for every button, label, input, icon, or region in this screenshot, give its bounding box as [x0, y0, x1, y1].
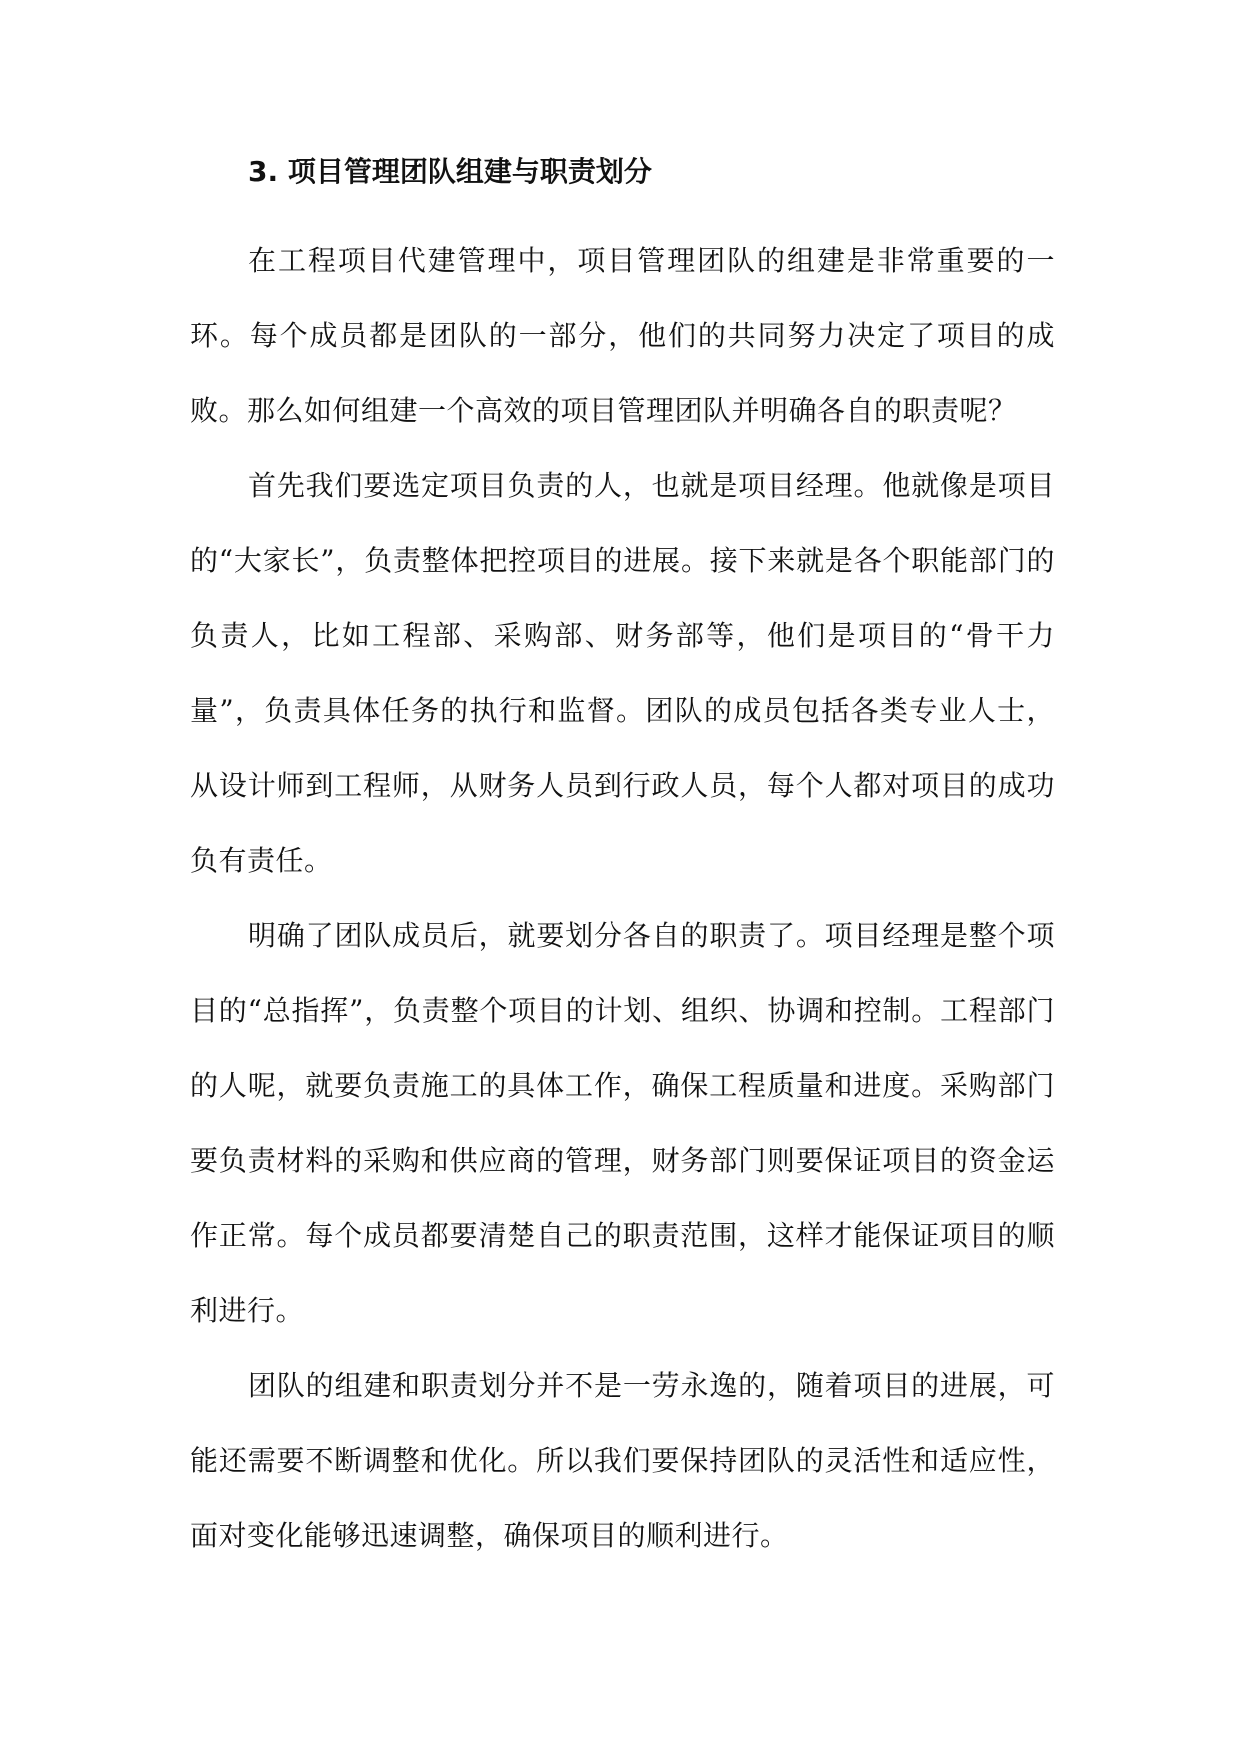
paragraph-1: 在工程项目代建管理中，项目管理团队的组建是非常重要的一环。每个成员都是团队的一部分，他们的共同努力决定了项目的成败。那么如何组建一个高效的项目管理团队并明确各自的职责呢？ — [190, 244, 1055, 427]
document-body — [190, 148, 1055, 1573]
paragraph-2: 首先我们要选定项目负责的人，也就是项目经理。他就像是项目的“大家长”，负责整体把控项目的进展。接下来就是各个职能部门的负责人，比如工程部、采购部、财务部等，他们是项目的“骨干力量”，负责具体任务的执行和监督。团队的成员包括各类专业人士，从设计师到工程师，从财务人员到行政人员，每个人都对项目的成功负有责任。 — [190, 469, 1055, 877]
paragraph-3: 明确了团队成员后，就要划分各自的职责了。项目经理是整个项目的“总指挥”，负责整个项目的计划、组织、协调和控制。工程部门的人呢，就要负责施工的具体工作，确保工程质量和进度。采购部门要负责材料的采购和供应商的管理，财务部门则要保证项目的资金运作正常。每个成员都要清楚自己的职责范围，这样才能保证项目的顺利进行。 — [190, 919, 1055, 1327]
paragraph-4: 团队的组建和职责划分并不是一劳永逸的，随着项目的进展，可能还需要不断调整和优化。所以我们要保持团队的灵活性和适应性，面对变化能够迅速调整，确保项目的顺利进行。 — [190, 1369, 1055, 1552]
section-heading: 3. 项目管理团队组建与职责划分 — [248, 155, 652, 188]
